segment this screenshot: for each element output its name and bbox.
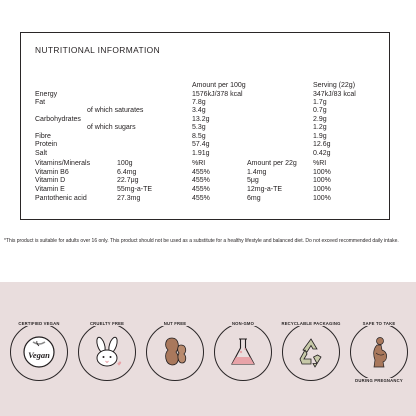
badge-recyclable-packaging: RECYCLABLE PACKAGING bbox=[282, 323, 340, 381]
table-row: Energy 1576kJ/378 kcal 347kJ/83 kcal bbox=[35, 91, 356, 98]
header-serving: Serving (22g) bbox=[313, 82, 356, 89]
table-row: of which saturates 3.4g 0.7g bbox=[87, 107, 327, 114]
table-row: Fat 7.8g 1.7g bbox=[35, 99, 327, 106]
badge-band bbox=[0, 282, 416, 416]
peanut-icon bbox=[156, 333, 194, 371]
vegan-logo-text: Vegan bbox=[28, 350, 50, 360]
vitamin-row: Vitamin D 22.7μg 455% 5μg 100% bbox=[35, 177, 331, 184]
table-header-row bbox=[21, 81, 389, 90]
bunny-icon bbox=[88, 333, 126, 371]
pregnancy-icon bbox=[360, 333, 398, 371]
badge-cruelty-free: CRUELTY FREE bbox=[78, 323, 136, 381]
recycle-icon bbox=[292, 333, 330, 371]
badge-non-gmo: NON-GMO bbox=[214, 323, 272, 381]
disclaimer-text: *This product is suitable for adults over 16 only. This product should not be used as a substitute for a healthy lifestyle and balanced diet. Do not exceed recommended daily intake. bbox=[4, 238, 399, 244]
vitamin-row: Vitamin B6 6.4mg 455% 1.4mg 100% bbox=[35, 169, 331, 176]
vitamin-row: Vitamin E 55mg-a-TE 455% 12mg-a-TE 100% bbox=[35, 186, 331, 193]
header-per100: Amount per 100g bbox=[192, 82, 246, 89]
table-row: of which sugars 5.3g 1.2g bbox=[87, 124, 327, 131]
flask-icon bbox=[224, 333, 262, 371]
badge-certified-vegan: CERTIFIED VEGAN Vegan bbox=[10, 323, 68, 381]
vitamin-row: Pantothenic acid 27.3mg 455% 6mg 100% bbox=[35, 195, 331, 202]
badge-nut-free: NUT FREE bbox=[146, 323, 204, 381]
table-row: Carbohydrates 13.2g 2.9g bbox=[35, 116, 327, 123]
nutrition-title: NUTRITIONAL INFORMATION bbox=[35, 45, 161, 55]
vegan-icon bbox=[20, 333, 58, 371]
table-row: Fibre 8.5g 1.9g bbox=[35, 133, 327, 140]
badge-safe-pregnancy: SAFE TO TAKE DURING PREGNANCY bbox=[350, 323, 408, 381]
vitamins-header-row: Vitamins/Minerals 100g %RI Amount per 22g %RI bbox=[35, 160, 327, 167]
table-row: Salt 1.91g 0.42g bbox=[35, 150, 331, 157]
table-row: Protein 57.4g 12.6g bbox=[35, 141, 331, 148]
nutrition-table bbox=[20, 32, 390, 220]
